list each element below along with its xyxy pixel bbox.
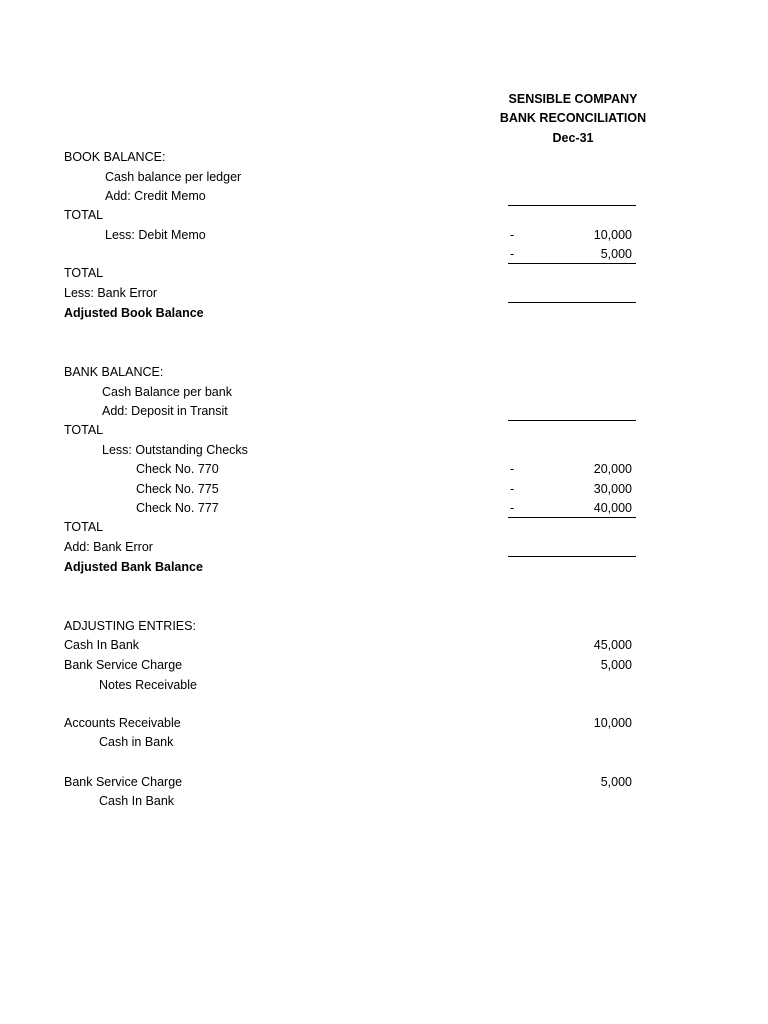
entry-debit-label: Bank Service Charge — [64, 775, 183, 789]
add-credit-memo-label: Add: Credit Memo — [105, 189, 206, 203]
bank-total-label: TOTAL — [64, 520, 104, 534]
underline-rule — [508, 263, 636, 264]
dash-marker: - — [510, 482, 515, 496]
entry-amount: 10,000 — [593, 716, 632, 730]
bank-balance-heading: BANK BALANCE: — [64, 365, 164, 379]
dash-marker: - — [510, 228, 515, 242]
less-bank-error-label: Less: Bank Error — [64, 286, 158, 300]
less-outstanding-checks-label: Less: Outstanding Checks — [102, 443, 248, 457]
check-amount: 40,000 — [593, 501, 632, 515]
check-label: Check No. 770 — [136, 462, 219, 476]
bank-total-label: TOTAL — [64, 423, 104, 437]
dash-marker: - — [510, 462, 515, 476]
adjusted-bank-balance-label: Adjusted Bank Balance — [64, 560, 203, 574]
underline-rule — [508, 420, 636, 421]
underline-rule — [508, 302, 636, 303]
dash-marker: - — [510, 247, 515, 261]
book-balance-heading: BOOK BALANCE: — [64, 150, 166, 164]
company-name: SENSIBLE COMPANY — [508, 92, 638, 106]
entry-debit-label: Bank Service Charge — [64, 658, 183, 672]
book-total-label: TOTAL — [64, 208, 104, 222]
underline-rule — [508, 556, 636, 557]
check-label: Check No. 775 — [136, 482, 219, 496]
debit-memo-amount: 10,000 — [593, 228, 632, 242]
check-label: Check No. 777 — [136, 501, 219, 515]
entry-amount: 5,000 — [600, 658, 632, 672]
book-total-label: TOTAL — [64, 266, 104, 280]
add-deposit-in-transit-label: Add: Deposit in Transit — [102, 404, 228, 418]
entry-debit-label: Accounts Receivable — [64, 716, 181, 730]
entry-credit-label: Cash in Bank — [99, 735, 174, 749]
less-debit-memo-label: Less: Debit Memo — [105, 228, 206, 242]
entry-credit-label: Cash In Bank — [99, 794, 175, 808]
entry-credit-label: Notes Receivable — [99, 678, 197, 692]
adjusted-book-balance-label: Adjusted Book Balance — [64, 306, 204, 320]
check-amount: 20,000 — [593, 462, 632, 476]
check-amount: 30,000 — [593, 482, 632, 496]
entry-amount: 45,000 — [593, 638, 632, 652]
report-title: BANK RECONCILIATION — [499, 111, 647, 125]
debit-memo-amount: 5,000 — [600, 247, 632, 261]
underline-rule — [508, 205, 636, 206]
underline-rule — [508, 517, 636, 518]
report-date: Dec-31 — [552, 131, 594, 145]
entry-debit-label: Cash In Bank — [64, 638, 140, 652]
adjusting-entries-heading: ADJUSTING ENTRIES: — [64, 619, 196, 633]
add-bank-error-label: Add: Bank Error — [64, 540, 153, 554]
cash-per-bank-label: Cash Balance per bank — [102, 385, 232, 399]
dash-marker: - — [510, 501, 515, 515]
entry-amount: 5,000 — [600, 775, 632, 789]
cash-per-ledger-label: Cash balance per ledger — [105, 170, 242, 184]
